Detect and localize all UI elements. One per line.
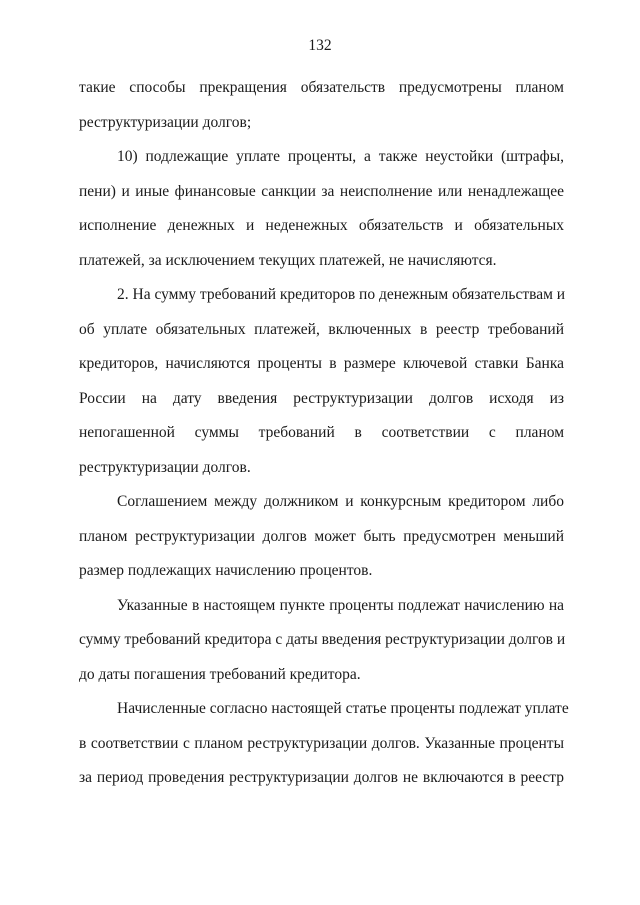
text-line: пени) и иные финансовые санкции за неисполнение или ненадлежащее: [79, 182, 564, 200]
text-line: Начисленные согласно настоящей статье проценты подлежат уплате: [117, 700, 569, 717]
text-line: реструктуризации долгов;: [79, 113, 252, 131]
text-line: платежей, за исключением текущих платежей, не начисляются.: [79, 251, 497, 269]
text-line: России на дату введения реструктуризации долгов исходя из: [79, 389, 564, 407]
text-line: в соответствии с планом реструктуризации долгов. Указанные проценты: [79, 734, 564, 752]
text-line: до даты погашения требований кредитора.: [79, 665, 361, 683]
text-line: непогашенной суммы требований в соответствии с планом: [79, 424, 564, 441]
text-line: планом реструктуризации долгов может быть предусмотрен меньший: [79, 527, 564, 545]
document-body: [79, 78, 569, 803]
text-line: реструктуризации долгов.: [79, 458, 251, 476]
text-line: размер подлежащих начислению процентов.: [79, 562, 373, 579]
text-line: 10) подлежащие уплате проценты, а также неустойки (штрафы,: [117, 148, 564, 165]
page-number: 132: [308, 37, 332, 54]
text-line: кредиторов, начисляются проценты в размере ключевой ставки Банка: [79, 355, 564, 372]
text-line: об уплате обязательных платежей, включенных в реестр требований: [79, 320, 564, 338]
text-line: сумму требований кредитора с даты введения реструктуризации долгов и: [79, 631, 566, 648]
text-line: Соглашением между должником и конкурсным кредитором либо: [117, 493, 564, 510]
text-line: такие способы прекращения обязательств предусмотрены планом: [79, 79, 564, 96]
text-line: исполнение денежных и неденежных обязательств и обязательных: [79, 217, 564, 234]
text-line: 2. На сумму требований кредиторов по денежным обязательствам и: [117, 286, 566, 303]
text-line: Указанные в настоящем пункте проценты подлежат начислению на: [117, 596, 564, 614]
text-line: за период проведения реструктуризации долгов не включаются в реестр: [79, 769, 564, 786]
